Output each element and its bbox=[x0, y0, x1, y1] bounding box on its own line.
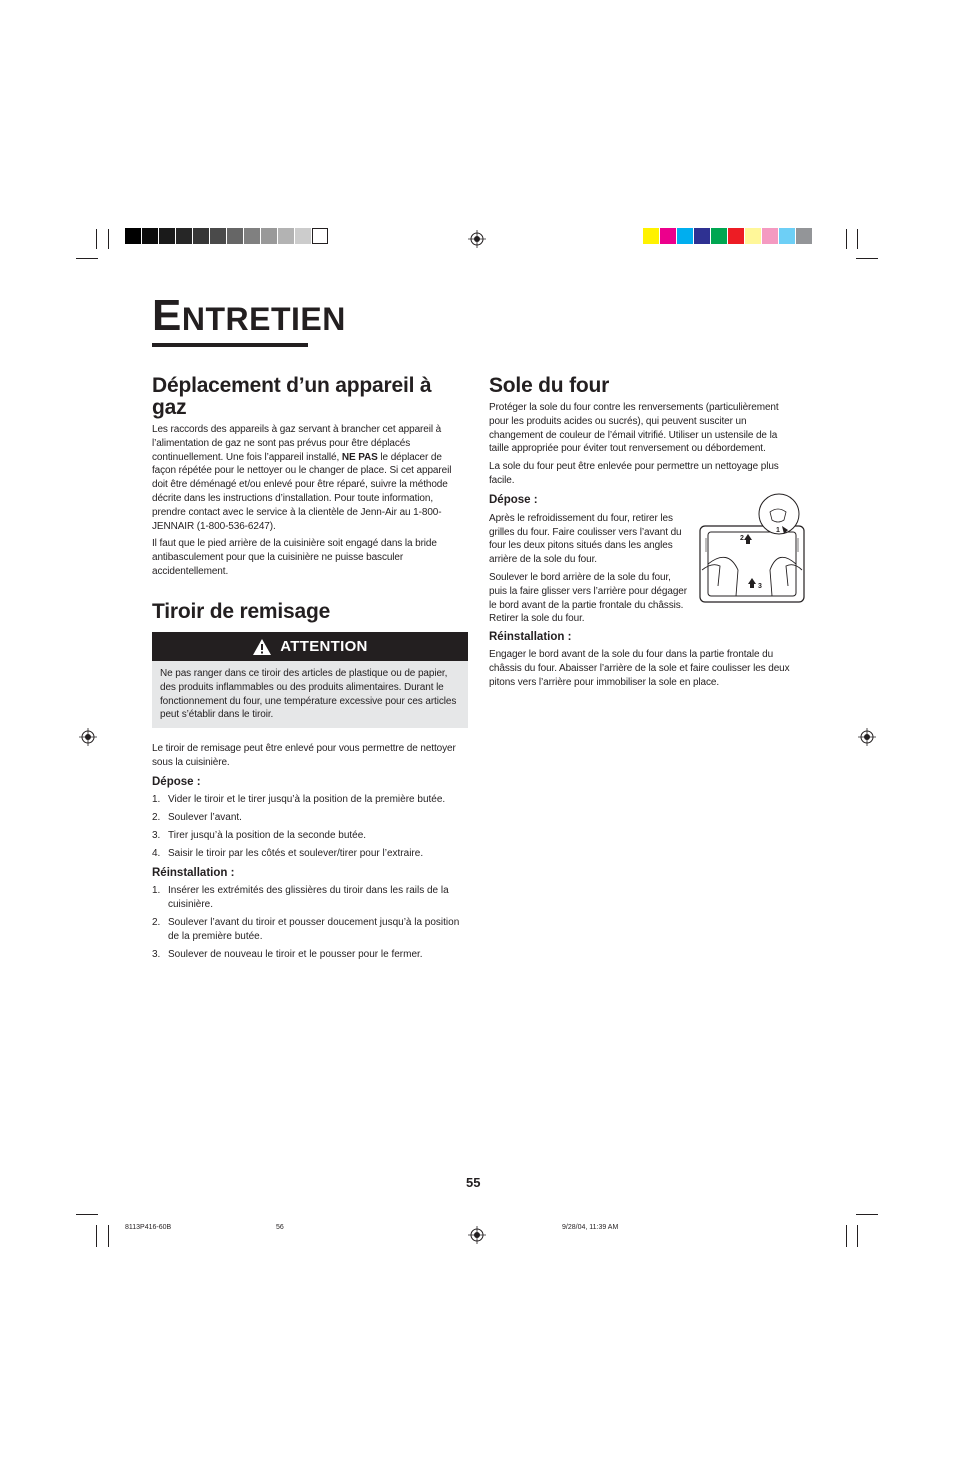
oven-removal-paragraph-2: Soulever le bord arrière de la sole du four, puis la faire glisser vers l’arrière pour dégager le bord avant de la partie frontale du châssis. Retirer la sole du four. bbox=[489, 571, 687, 625]
moving-section bbox=[152, 375, 464, 579]
oven-install-heading: Réinstallation : bbox=[489, 631, 572, 644]
gray-swatch bbox=[227, 228, 243, 244]
figure-label-2: 2 bbox=[740, 535, 744, 542]
step-text: Saisir le tiroir par les côtés et soulever/tirer pour l’extraire. bbox=[168, 848, 424, 860]
attention-label: ATTENTION bbox=[280, 638, 368, 655]
footer-job-code: 8113P416-60B bbox=[125, 1224, 172, 1231]
footer-sheet-number: 56 bbox=[276, 1224, 284, 1231]
emphasis-text: NE PAS bbox=[341, 451, 378, 463]
page-number: 55 bbox=[466, 1175, 481, 1190]
drawer-install-heading: Réinstallation : bbox=[152, 866, 235, 879]
step-number: 3. bbox=[152, 948, 161, 960]
gray-swatch bbox=[210, 228, 226, 244]
oven-bottom-paragraph-2: La sole du four peut être enlevée pour permettre un nettoyage plus facile. bbox=[489, 461, 779, 486]
color-swatch bbox=[779, 228, 795, 244]
drawer-install-steps bbox=[152, 884, 464, 962]
color-swatch bbox=[694, 228, 710, 244]
registration-mark-icon bbox=[468, 1226, 486, 1244]
attention-body bbox=[152, 661, 468, 728]
footer-timestamp: 9/28/04, 11:39 AM bbox=[562, 1224, 619, 1231]
gray-swatch bbox=[159, 228, 175, 244]
registration-mark-icon bbox=[79, 728, 97, 746]
step-number: 1. bbox=[152, 884, 161, 896]
step-number: 3. bbox=[152, 830, 161, 842]
gray-swatch bbox=[278, 228, 294, 244]
page-title: ENTRETIEN bbox=[152, 291, 346, 340]
gray-swatch bbox=[125, 228, 141, 244]
attention-text: Ne pas ranger dans ce tiroir des articles de plastique ou de papier, des produits inflammables ou des produits alimentaires. Durant le fonctionnement du four, une température excessive pour ces articles peut s’établir dans le tiroir. bbox=[160, 668, 457, 721]
step-text: Vider le tiroir et le tirer jusqu’à la position de la première butée. bbox=[168, 793, 446, 805]
color-swatch bbox=[796, 228, 812, 244]
color-bar bbox=[643, 228, 813, 244]
color-swatch bbox=[745, 228, 761, 244]
gray-swatch bbox=[312, 228, 328, 244]
drawer-removal-heading: Dépose : bbox=[152, 775, 201, 788]
drawer-removal-step bbox=[152, 847, 464, 861]
color-swatch bbox=[677, 228, 693, 244]
color-swatch bbox=[660, 228, 676, 244]
step-number: 1. bbox=[152, 793, 161, 805]
gray-swatch bbox=[261, 228, 277, 244]
oven-bottom-heading: Sole du four bbox=[489, 374, 610, 397]
oven-bottom-illustration bbox=[698, 490, 814, 606]
title-rule bbox=[152, 343, 308, 347]
color-swatch bbox=[762, 228, 778, 244]
registration-mark-icon bbox=[858, 728, 876, 746]
drawer-section bbox=[152, 742, 464, 966]
drawer-intro: Le tiroir de remisage peut être enlevé pour vous permettre de nettoyer sous la cuisinière. bbox=[152, 743, 456, 768]
step-number: 2. bbox=[152, 916, 161, 928]
moving-heading: Déplacement d’un appareil à gaz bbox=[152, 374, 432, 419]
drawer-removal-step bbox=[152, 829, 464, 843]
registration-mark-icon bbox=[468, 230, 486, 248]
gray-swatch bbox=[142, 228, 158, 244]
drawer-removal-step bbox=[152, 793, 464, 807]
gray-swatch bbox=[193, 228, 209, 244]
drawer-heading-block bbox=[152, 601, 464, 623]
drawer-install-step bbox=[152, 948, 464, 962]
oven-bottom-paragraph-1: Protéger la sole du four contre les renversements (particulièrement pour les produits acides ou sucrés), qui peuvent susciter un changement de couleur de l’émail vitrifié. Utiliser un ustensile de la taille appropriée pour éviter tout renversement ou débordement. bbox=[489, 402, 779, 455]
oven-install-paragraph: Engager le bord avant de la sole du four dans la partie frontale du châssis du four. Abaisser l’arrière de la sole et faire coulisser les deux pitons vers l’arrière pour immobiliser la sole en place. bbox=[489, 649, 790, 688]
drawer-removal-steps bbox=[152, 793, 464, 862]
gray-swatch bbox=[295, 228, 311, 244]
figure-label-1: 1 bbox=[776, 527, 780, 534]
step-text: Soulever l’avant du tiroir et pousser doucement jusqu’à la position de la première butée. bbox=[168, 916, 460, 942]
moving-paragraph-1: Les raccords des appareils à gaz servant à brancher cet appareil à l’alimentation de gaz ne sont pas prévus pour être déplacés continuellement. Une fois l’appareil installé, NE PAS le déplacer de façon répétée pour le nettoyer ou le changer de place. Si cet appareil doit être déménagé et/ou enlevé pour être réparé, suivre la méthode décrite dans les instructions d’installation. Pour toute information, prendre contact avec le service à la clientèle de Jenn-Air au 1-800-JENNAIR (1-800-536-6247). bbox=[152, 424, 452, 532]
step-number: 4. bbox=[152, 848, 161, 860]
grayscale-bar bbox=[125, 228, 329, 244]
drawer-heading: Tiroir de remisage bbox=[152, 600, 331, 623]
drawer-install-step bbox=[152, 884, 464, 912]
attention-banner bbox=[152, 632, 468, 661]
gray-swatch bbox=[244, 228, 260, 244]
drawer-install-step bbox=[152, 916, 464, 944]
oven-removal-heading: Dépose : bbox=[489, 493, 538, 506]
moving-paragraph-2: Il faut que le pied arrière de la cuisinière soit engagé dans la bride antibasculement pour que la cuisinière ne puisse basculer accidentellement. bbox=[152, 538, 437, 577]
color-swatch bbox=[643, 228, 659, 244]
figure-label-3: 3 bbox=[758, 583, 762, 590]
warning-icon bbox=[252, 638, 272, 656]
step-text: Soulever l’avant. bbox=[168, 811, 242, 823]
color-swatch bbox=[711, 228, 727, 244]
gray-swatch bbox=[176, 228, 192, 244]
color-swatch bbox=[728, 228, 744, 244]
step-text: Insérer les extrémités des glissières du tiroir dans les rails de la cuisinière. bbox=[168, 884, 449, 910]
drawer-removal-step bbox=[152, 811, 464, 825]
step-number: 2. bbox=[152, 811, 161, 823]
step-text: Tirer jusqu’à la position de la seconde butée. bbox=[168, 830, 367, 842]
oven-removal-paragraph-1: Après le refroidissement du four, retirer les grilles du four. Faire coulisser vers l’avant du four les deux pitons situés dans les angles arrière de la sole du four. bbox=[489, 512, 682, 566]
step-text: Soulever de nouveau le tiroir et le pousser pour le fermer. bbox=[168, 948, 423, 960]
